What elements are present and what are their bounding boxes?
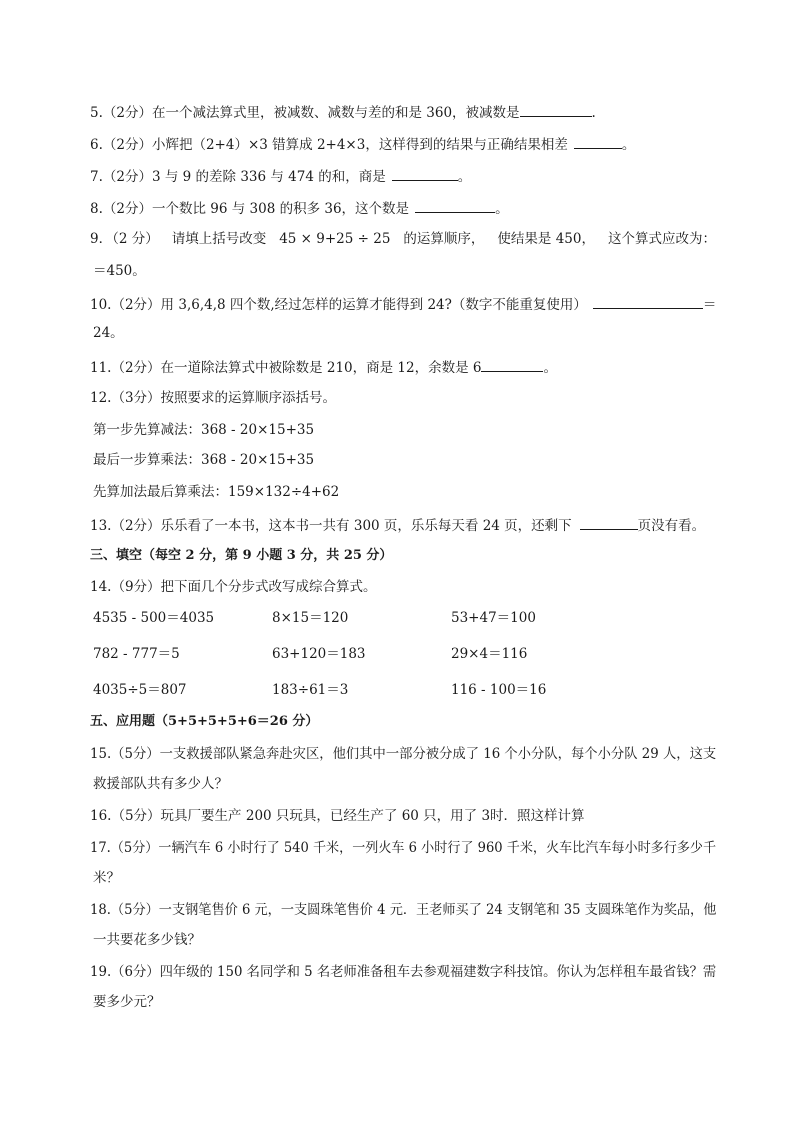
question-13-tail: 页没有看。	[637, 518, 706, 534]
question-6	[90, 133, 635, 153]
question-6-text: 6.（2分）小辉把（2+4）×3 错算成 2+4×3，这样得到的结果与正确结果相差	[90, 137, 568, 153]
step-expression: 4535 - 500＝4035	[93, 610, 215, 626]
question-18-line2: 一共要花多少钱？	[93, 932, 201, 948]
step-expression: 183÷61＝3	[272, 682, 349, 698]
question-10	[90, 293, 716, 313]
question-15: 15.（5分）一支救援部队紧急奔赴灾区，他们其中一部分被分成了 16 个小分队，每个小分队 29 人，这支	[90, 746, 717, 762]
section-3-heading: 三、填空（每空 2 分，第 9 小题 3 分，共 25 分）	[90, 548, 393, 563]
question-12: 12.（3分）按照要求的运算顺序添括号。	[90, 390, 337, 406]
question-7	[90, 165, 471, 185]
question-9-text-3: 使结果是 450，	[497, 231, 595, 247]
question-13	[90, 514, 705, 534]
question-14: 14.（9分）把下面几个分步式改写成综合算式。	[90, 579, 377, 595]
answer-blank-8[interactable]	[415, 197, 495, 213]
answer-blank-7[interactable]	[392, 165, 458, 181]
question-9-text-4: 这个算式应改为：	[607, 231, 716, 247]
step-expression: 116 - 100＝16	[451, 682, 547, 698]
question-11-tail: 。	[543, 360, 557, 376]
question-8-text: 8.（2分）一个数比 96 与 308 的积多 36，这个数是	[90, 201, 410, 217]
section-5-heading: 五、应用题（5+5+5+5+6＝26 分）	[90, 714, 319, 729]
question-19: 19.（6分）四年级的 150 名同学和 5 名老师准备租车去参观福建数字科技馆。你认为怎样租车最省钱？需	[90, 964, 717, 980]
question-9-line2: ＝450。	[93, 263, 146, 279]
question-9	[90, 229, 716, 249]
question-18: 18.（5分）一支钢笔售价 6 元，一支圆珠笔售价 4 元．王老师买了 24 支钢笔和 35 支圆珠笔作为奖品，他	[90, 902, 717, 918]
question-12-item-3: 先算加法最后算乘法：159×132÷4+62	[93, 484, 340, 500]
question-7-text: 7.（2分）3 与 9 的差除 336 与 474 的和，商是	[90, 169, 386, 185]
question-9-text-1: 请填上括号改变	[171, 231, 267, 247]
answer-blank-6[interactable]	[574, 133, 622, 149]
step-expression: 782 - 777＝5	[93, 646, 180, 662]
question-5-tail: .	[591, 105, 596, 121]
question-9-text-2: 的运算顺序，	[403, 231, 485, 247]
question-16: 16.（5分）玩具厂要生产 200 只玩具，已经生产了 60 只，用了 3时．照这样计算	[90, 808, 585, 824]
question-8-tail: 。	[495, 201, 509, 217]
question-17-line2: 米？	[93, 870, 120, 886]
question-19-line2: 要多少元？	[93, 994, 161, 1010]
question-5-text: 5.（2分）在一个减法算式里，被减数、减数与差的和是 360，被减数是	[90, 105, 520, 121]
question-17: 17.（5分）一辆汽车 6 小时行了 540 千米，一列火车 6 小时行了 960 千米，火车比汽车每小时多行多少千	[90, 840, 717, 856]
question-12-item-2: 最后一步算乘法：368 - 20×15+35	[93, 452, 315, 468]
step-expression: 29×4＝116	[451, 646, 528, 662]
step-expression: 4035÷5＝807	[93, 682, 187, 698]
question-10-line2: 24。	[93, 325, 124, 341]
question-5	[90, 101, 596, 121]
question-9-expression: 45 × 9+25 ÷ 25	[279, 231, 391, 247]
question-10-tail: ＝	[702, 297, 717, 313]
answer-blank-11[interactable]	[481, 356, 543, 372]
question-7-tail: 。	[457, 169, 472, 185]
step-expression: 8×15＝120	[272, 610, 349, 626]
question-15-line2: 救援部队共有多少人？	[93, 776, 228, 792]
question-8	[90, 197, 509, 217]
step-expression: 53+47＝100	[451, 610, 536, 626]
question-11	[90, 356, 557, 376]
question-13-text: 13.（2分）乐乐看了一本书，这本书一共有 300 页，乐乐每天看 24 页，还剩下	[90, 518, 572, 534]
question-9-number: 9．（2 分）	[90, 231, 159, 247]
question-10-text: 10.（2分）用 3,6,4,8 四个数,经过怎样的运算才能得到 24?（数字不能重复使用）	[90, 297, 587, 313]
answer-blank-13[interactable]	[580, 514, 638, 530]
answer-blank-5[interactable]	[520, 101, 592, 117]
step-expression: 63+120＝183	[272, 646, 366, 662]
question-6-tail: 。	[621, 137, 636, 153]
answer-blank-10[interactable]	[593, 293, 703, 309]
question-12-item-1: 第一步先算减法：368 - 20×15+35	[93, 422, 315, 438]
question-11-text: 11.（2分）在一道除法算式中被除数是 210，商是 12，余数是 6	[90, 360, 482, 376]
